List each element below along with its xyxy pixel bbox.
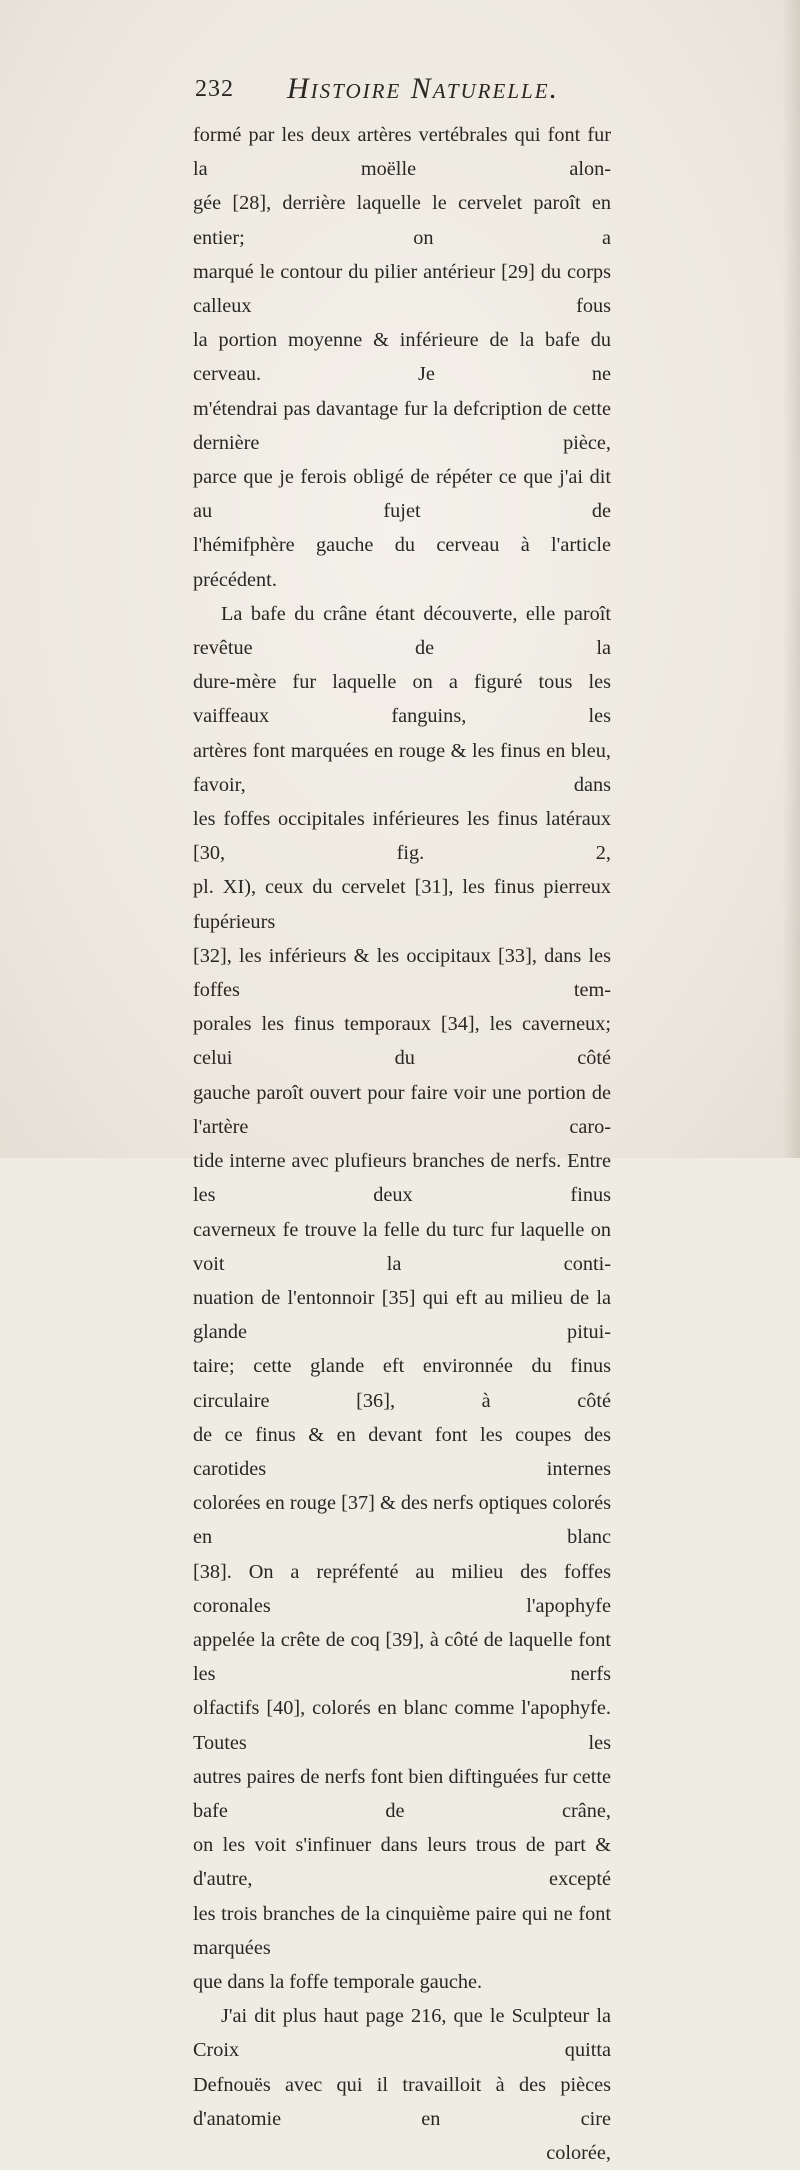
text-line: la portion moyenne & inférieure de la bafe du cerveau. Je ne	[193, 329, 611, 386]
text-line: La bafe du crâne étant découverte, elle paroît revêtue de la	[193, 602, 611, 660]
text-line: Defnouës avec qui il travailloit à des pièces d'anatomie en cire	[193, 2073, 611, 2130]
page-header	[195, 72, 635, 108]
text-line: taire; cette glande eft environnée du finus circulaire [36], à côté	[193, 1355, 611, 1412]
text-line: les foffes occipitales inférieures les finus latéraux [30, fig. 2,	[193, 808, 611, 865]
text-line: de ce finus & en devant font les coupes des carotides internes	[193, 1423, 611, 1480]
text-line: on les voit s'infinuer dans leurs trous de part & d'autre, excepté	[193, 1834, 611, 1891]
text-line: que dans la foffe temporale gauche.	[193, 1970, 483, 1993]
text-line: gauche paroît ouvert pour faire voir une portion de l'artère caro-	[193, 1081, 611, 1138]
text-line: nuation de l'entonnoir [35] qui eft au milieu de la glande pitui-	[193, 1286, 611, 1344]
text-line: artères font marquées en rouge & les finus en bleu, favoir, dans	[193, 739, 611, 796]
text-line: J'ai dit plus haut page 216, que le Sculpteur la Croix quitta	[193, 2005, 611, 2062]
catchword-line: colorée,	[546, 2141, 611, 2164]
text-line: marqué le contour du pilier antérieur [29] du corps calleux fous	[193, 260, 611, 318]
text-line: parce que je ferois obligé de répéter ce que j'ai dit au fujet de	[193, 466, 611, 523]
text-line: pl. XI), ceux du cervelet [31], les finus pierreux fupérieurs	[193, 876, 611, 933]
text-line: [38]. On a repréfenté au milieu des foffes coronales l'apophyfe	[193, 1560, 611, 1617]
text-line: formé par les deux artères vertébrales qui font fur la moëlle alon-	[193, 124, 611, 181]
text-line: olfactifs [40], colorés en blanc comme l'apophyfe. Toutes les	[193, 1697, 611, 1754]
text-line: [32], les inférieurs & les occipitaux [33], dans les foffes tem-	[193, 944, 611, 1002]
body-text	[193, 118, 611, 2170]
text-line: les trois branches de la cinquième paire qui ne font marquées	[193, 1902, 611, 1959]
page-edge-shadow	[782, 0, 800, 1158]
text-line: appelée la crête de coq [39], à côté de laquelle font les nerfs	[193, 1628, 611, 1686]
text-line: gée [28], derrière laquelle le cervelet paroît en entier; on a	[193, 192, 611, 249]
running-title: Histoire Naturelle.	[287, 72, 560, 105]
text-line: caverneux fe trouve la felle du turc fur laquelle on voit la conti-	[193, 1218, 611, 1275]
page-number: 232	[195, 76, 234, 102]
text-line: l'hémifphère gauche du cerveau à l'article précédent.	[193, 534, 611, 591]
text-line: dure-mère fur laquelle on a figuré tous les vaiffeaux fanguins, les	[193, 671, 611, 728]
text-line: porales les finus temporaux [34], les caverneux; celui du côté	[193, 1013, 611, 1070]
text-line: autres paires de nerfs font bien diftinguées fur cette bafe de crâne,	[193, 1765, 611, 1822]
text-line: m'étendrai pas davantage fur la defcription de cette dernière pièce,	[193, 397, 611, 454]
text-line: tide interne avec plufieurs branches de nerfs. Entre les deux finus	[193, 1150, 611, 1207]
text-line: colorées en rouge [37] & des nerfs optiques colorés en blanc	[193, 1492, 611, 1549]
